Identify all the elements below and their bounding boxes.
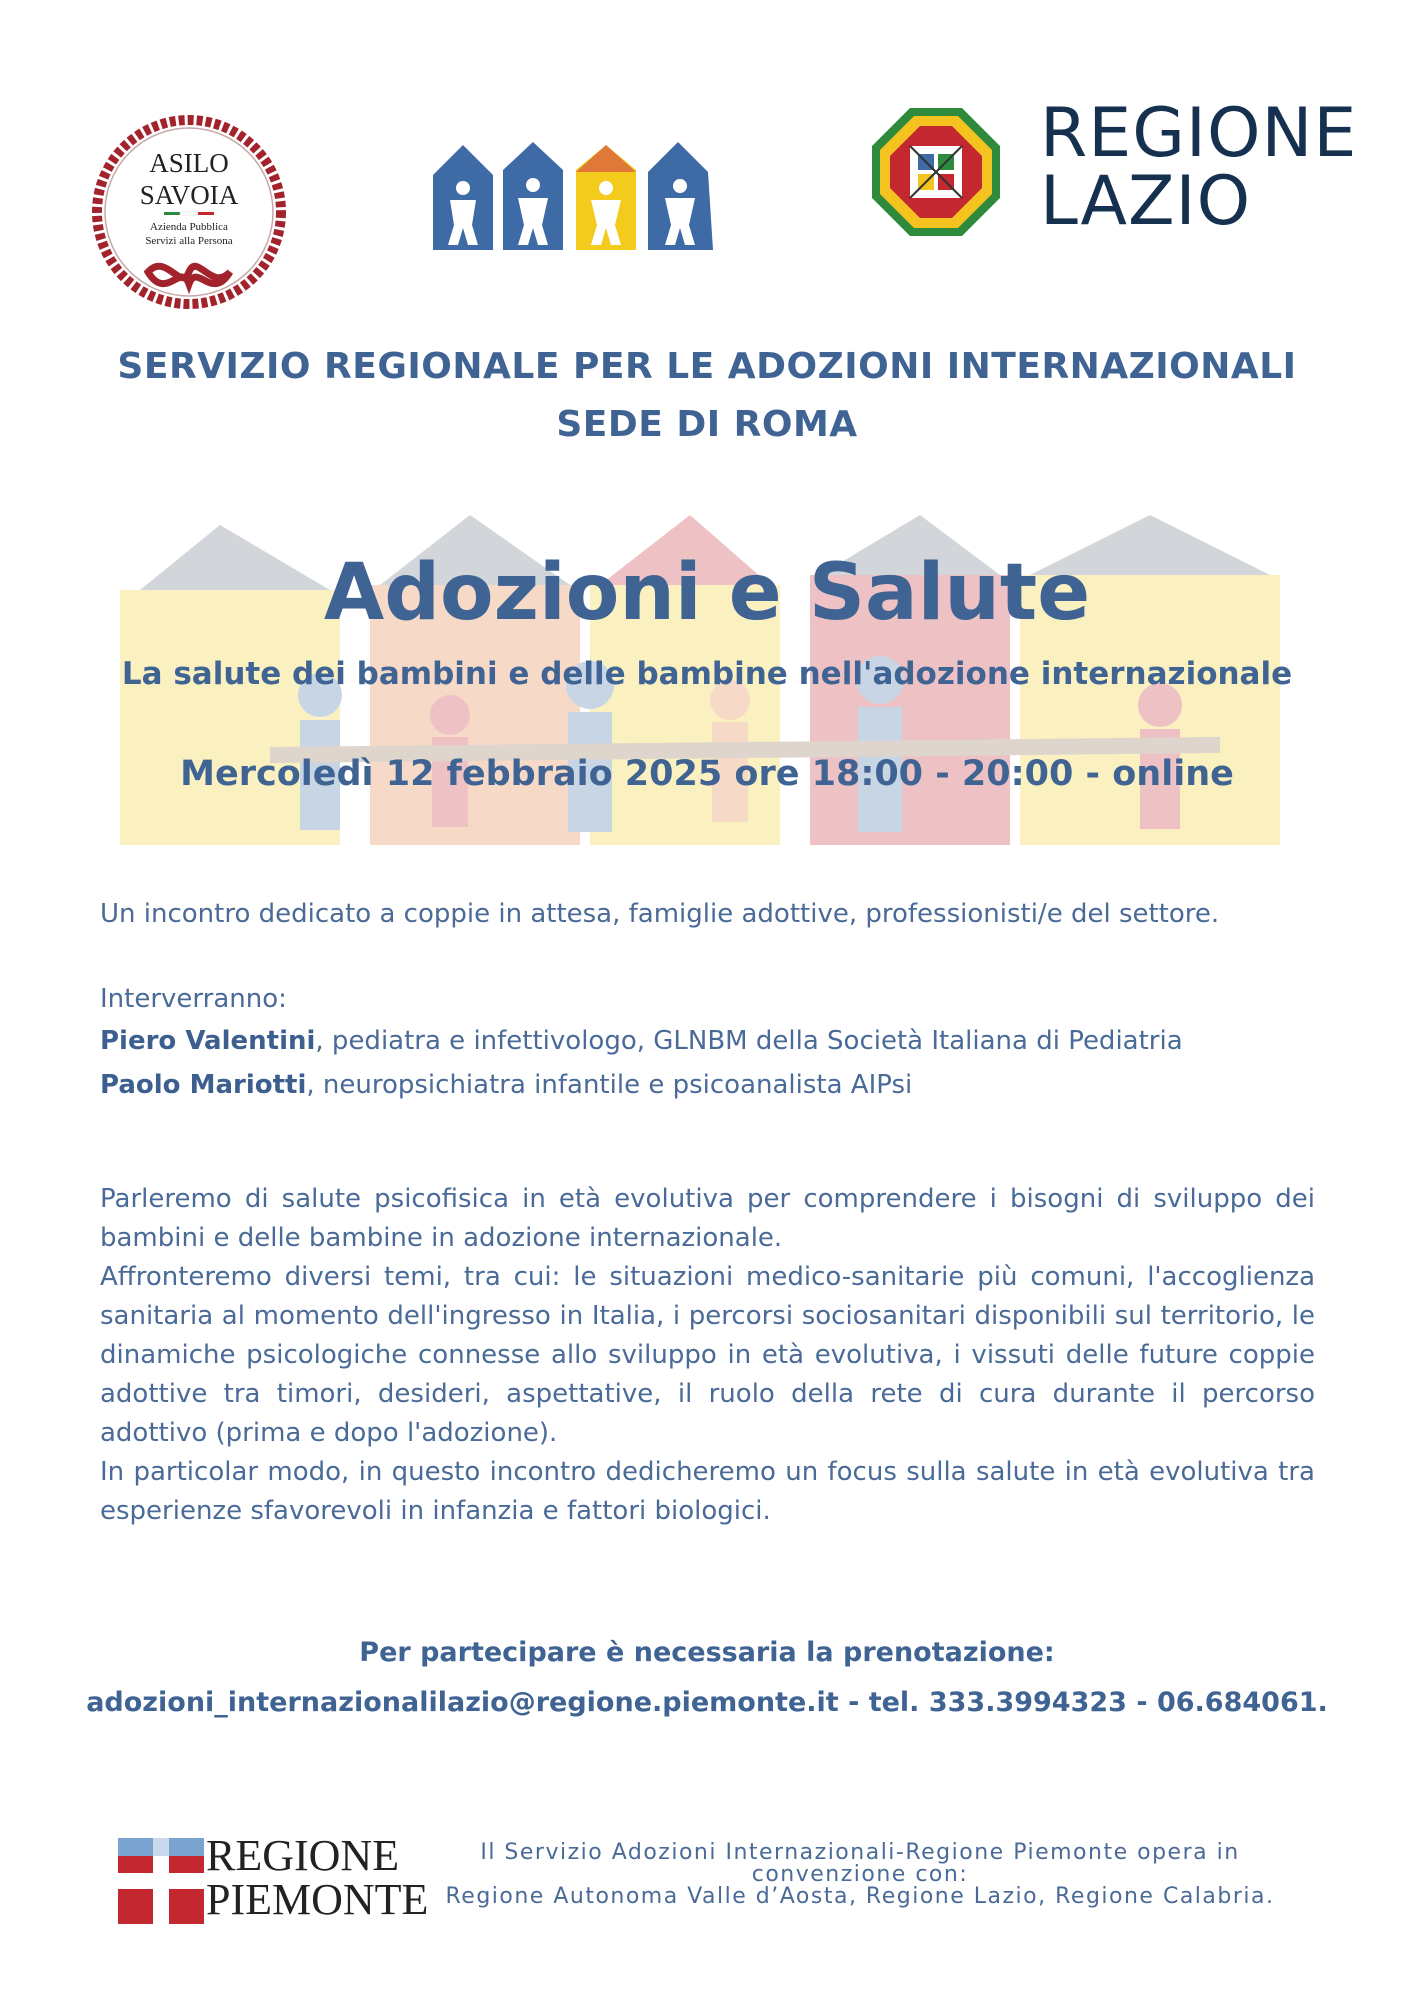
speaker-name: Piero Valentini xyxy=(100,1026,316,1056)
house-4 xyxy=(648,142,713,250)
house-3 xyxy=(576,145,636,250)
regione-lazio-wordmark xyxy=(1040,94,1358,241)
speaker-item xyxy=(100,1022,1315,1061)
asilo-logo-line1: ASILO xyxy=(149,148,229,178)
house-2 xyxy=(503,142,563,250)
speaker-role: , neuropsichiatra infantile e psicoanalista AIPsi xyxy=(306,1070,913,1100)
asilo-logo-line4: Servizi alla Persona xyxy=(145,235,233,247)
booking-heading: Per partecipare è necessaria la prenotazione: xyxy=(359,1637,1055,1668)
houses-children-logo xyxy=(428,140,718,260)
speaker-name: Paolo Mariotti xyxy=(100,1070,307,1100)
lazio-wordmark-line1: REGIONE xyxy=(1040,94,1358,173)
description-paragraph: Affronteremo diversi temi, tra cui: le situazioni medico-sanitarie più comuni, l'accoglienza sanitaria al momento dell'ingresso in Italia, i percorsi sociosanitari disponibili sul territorio, le dinamiche psicologiche connesse allo sviluppo in età evolutiva, i vissuti delle future coppie adottive tra timori, desideri, aspettative, il ruolo della rete di cura durante il percorso adottivo (prima e dopo l'adozione). xyxy=(100,1262,1315,1448)
booking-info xyxy=(0,1628,1414,1728)
footer-note xyxy=(430,1842,1290,1908)
event-date: Mercoledì 12 febbraio 2025 ore 18:00 - 20:00 - online xyxy=(180,754,1234,794)
regione-piemonte-wordmark xyxy=(206,1831,429,1924)
org-title-line2: SEDE DI ROMA xyxy=(556,404,858,445)
speakers-label: Interverranno: xyxy=(100,984,287,1014)
asilo-logo-line3: Azienda Pubblica xyxy=(150,221,228,233)
speaker-item xyxy=(100,1066,1315,1105)
house-1 xyxy=(433,145,493,250)
asilo-savoia-logo xyxy=(86,112,292,312)
booking-contacts[interactable]: adozioni_internazionalilazio@regione.piemonte.it - tel. 333.3994323 - 06.684061. xyxy=(86,1687,1328,1718)
footer-line2: convenzione con: xyxy=(751,1862,969,1887)
intro-text: Un incontro dedicato a coppie in attesa, famiglie adottive, professionisti/e del settore. xyxy=(100,899,1220,929)
description-paragraph: In particolar modo, in questo incontro dedicheremo un focus sulla salute in età evolutiva tra esperienze sfavorevoli in infanzia e fattori biologici. xyxy=(100,1457,1315,1526)
description-body xyxy=(100,1180,1315,1531)
lazio-wordmark-line2: LAZIO xyxy=(1040,162,1252,241)
footer-line3: Regione Autonoma Valle d’Aosta, Regione Lazio, Regione Calabria. xyxy=(445,1884,1275,1909)
speaker-role: , pediatra e infettivologo, GLNBM della Società Italiana di Pediatria xyxy=(315,1026,1183,1056)
event-subtitle: La salute dei bambini e delle bambine nell'adozione internazionale xyxy=(121,656,1293,692)
regione-piemonte-emblem xyxy=(116,1836,206,1926)
piemonte-wordmark-line2: PIEMONTE xyxy=(206,1875,429,1924)
footer-line1: Il Servizio Adozioni Internazionali-Regione Piemonte opera in xyxy=(480,1840,1240,1865)
piemonte-wordmark-line1: REGIONE xyxy=(206,1831,400,1880)
regione-lazio-emblem xyxy=(870,106,1002,238)
org-title-line1: SERVIZIO REGIONALE PER LE ADOZIONI INTERNAZIONALI xyxy=(117,346,1297,387)
asilo-logo-line2: SAVOIA xyxy=(139,180,239,210)
description-paragraph: Parleremo di salute psicofisica in età evolutiva per comprendere i bisogni di sviluppo dei bambini e delle bambine in adozione internazionale. xyxy=(100,1184,1315,1253)
event-title: Adozioni e Salute xyxy=(323,548,1091,638)
